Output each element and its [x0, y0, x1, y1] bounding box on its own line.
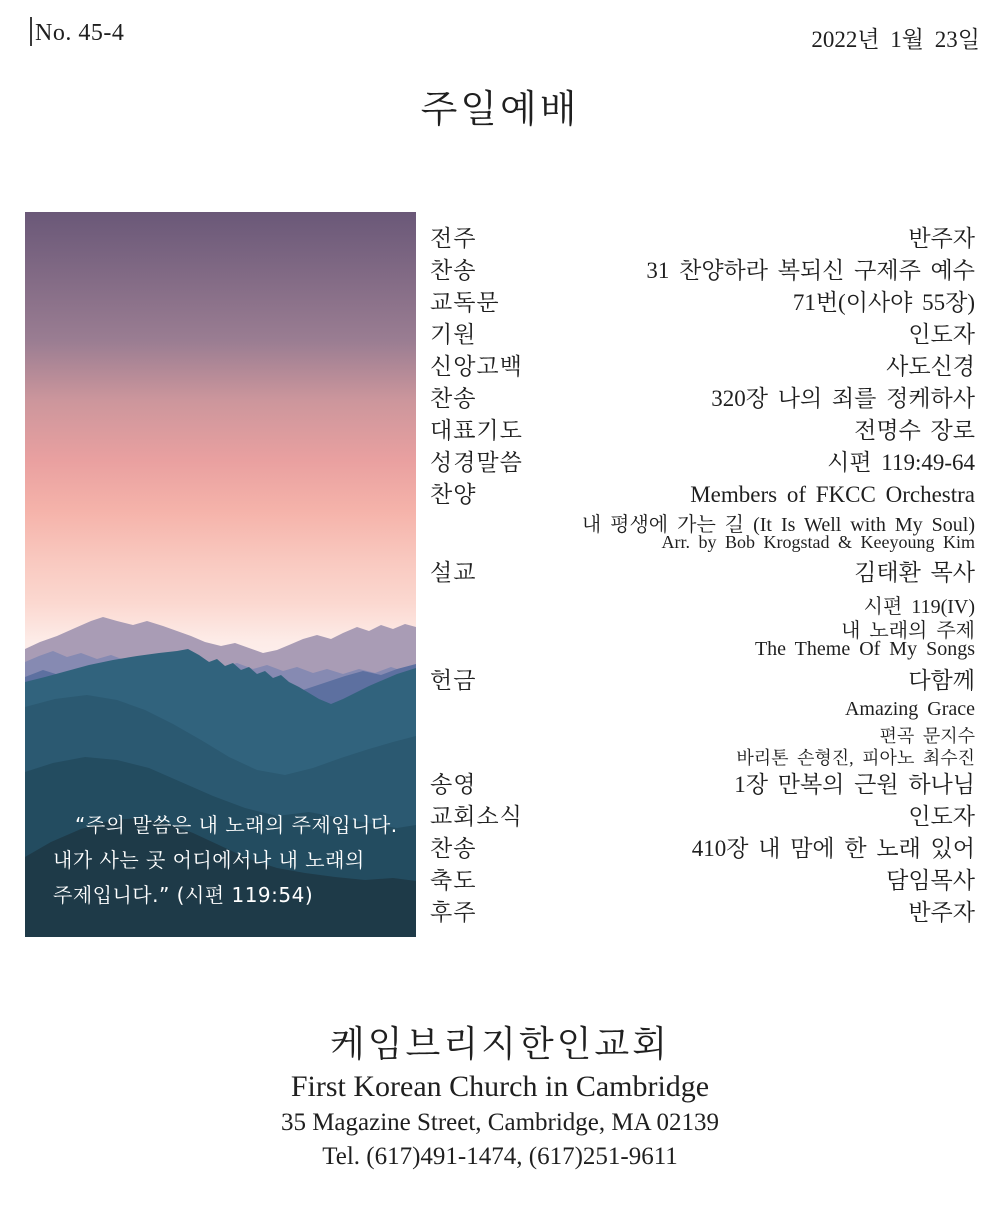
issue-number: No. 45-4 [35, 20, 125, 46]
worship-item-value: 320장 나의 죄를 정케하사 [711, 386, 975, 411]
worship-item-value: 시편 119(IV) [863, 596, 975, 618]
worship-item-value: 시편 119:49-64 [827, 450, 975, 475]
church-name-korean: 케임브리지한인교회 [330, 1024, 670, 1064]
worship-row [430, 662, 975, 694]
worship-row [430, 284, 975, 316]
worship-row [430, 766, 975, 798]
worship-row [430, 614, 975, 642]
worship-item-label: 기원 [430, 322, 477, 347]
worship-row [430, 698, 975, 722]
worship-row [430, 252, 975, 284]
worship-row [430, 348, 975, 380]
worship-item-value: 반주자 [908, 226, 975, 251]
worship-item-label: 교회소식 [430, 804, 523, 829]
worship-row [430, 830, 975, 862]
worship-item-value: Members of FKCC Orchestra [690, 482, 975, 507]
worship-item-value: 다함께 [908, 668, 975, 693]
church-phone: Tel. (617)491-1474, (617)251-9611 [322, 1143, 678, 1170]
page-title: 주일예배 [420, 89, 580, 131]
worship-item-value: 편곡 문지수 [879, 726, 975, 746]
worship-row [430, 412, 975, 444]
worship-row [430, 220, 975, 252]
worship-row [430, 508, 975, 536]
worship-item-value: 인도자 [908, 804, 975, 829]
worship-item-value: 31 찬양하라 복되신 구제주 예수 [646, 258, 975, 283]
worship-row [430, 444, 975, 476]
page-edge-mark [30, 17, 32, 46]
worship-item-value: 바리톤 손형진, 피아노 최수진 [736, 748, 975, 768]
worship-row [430, 722, 975, 744]
worship-item-label: 찬송 [430, 386, 477, 411]
worship-item-value: 내 노래의 주제 [841, 620, 975, 642]
worship-row [430, 638, 975, 662]
worship-row [430, 532, 975, 554]
worship-row [430, 798, 975, 830]
worship-item-value: 71번(이사야 55장) [792, 290, 975, 315]
psalm-quote-line: 주제입니다.” (시편 119:54) [53, 883, 314, 907]
worship-item-value: 내 평생에 가는 길 (It Is Well with My Soul) [581, 514, 975, 536]
worship-item-label: 찬송 [430, 836, 477, 861]
order-of-worship [430, 220, 975, 926]
worship-item-label: 헌금 [430, 668, 477, 693]
cover-artwork [25, 212, 416, 937]
service-date: 2022년 1월 23일 [811, 27, 980, 52]
church-name-english: First Korean Church in Cambridge [290, 1070, 710, 1103]
worship-item-label: 송영 [430, 772, 477, 797]
worship-row [430, 744, 975, 766]
worship-item-label: 신앙고백 [430, 354, 523, 379]
worship-item-label: 후주 [430, 900, 477, 925]
worship-row [430, 590, 975, 618]
worship-item-value: 410장 내 맘에 한 노래 있어 [691, 836, 975, 861]
worship-item-value: 반주자 [908, 900, 975, 925]
worship-item-label: 성경말씀 [430, 450, 523, 475]
worship-item-value: 담임목사 [886, 868, 975, 893]
worship-item-value: The Theme Of My Songs [754, 638, 975, 660]
worship-row [430, 476, 975, 508]
worship-row [430, 894, 975, 926]
worship-item-value: 김태환 목사 [854, 560, 975, 585]
church-info [0, 1020, 1000, 1174]
worship-item-value: Arr. by Bob Krogstad & Keeyoung Kim [661, 532, 975, 552]
worship-item-label: 찬양 [430, 482, 477, 507]
worship-row [430, 316, 975, 348]
worship-item-label: 교독문 [430, 290, 500, 315]
worship-item-value: 인도자 [908, 322, 975, 347]
church-address: 35 Magazine Street, Cambridge, MA 02139 [280, 1109, 720, 1136]
worship-item-label: 전주 [430, 226, 477, 251]
psalm-quote [53, 808, 398, 913]
worship-item-label: 찬송 [430, 258, 477, 283]
psalm-quote-line: 내가 사는 곳 어디에서나 내 노래의 [53, 848, 365, 872]
worship-item-value: Amazing Grace [844, 698, 975, 720]
worship-item-value: 사도신경 [886, 354, 975, 379]
worship-row [430, 554, 975, 586]
worship-row [430, 380, 975, 412]
worship-item-value: 전명수 장로 [854, 418, 975, 443]
worship-item-label: 설교 [430, 560, 477, 585]
worship-item-label: 축도 [430, 868, 477, 893]
worship-item-label: 대표기도 [430, 418, 523, 443]
worship-item-value: 1장 만복의 근원 하나님 [734, 772, 975, 797]
worship-row [430, 862, 975, 894]
psalm-quote-line: “주의 말씀은 내 노래의 주제입니다. [75, 813, 398, 837]
